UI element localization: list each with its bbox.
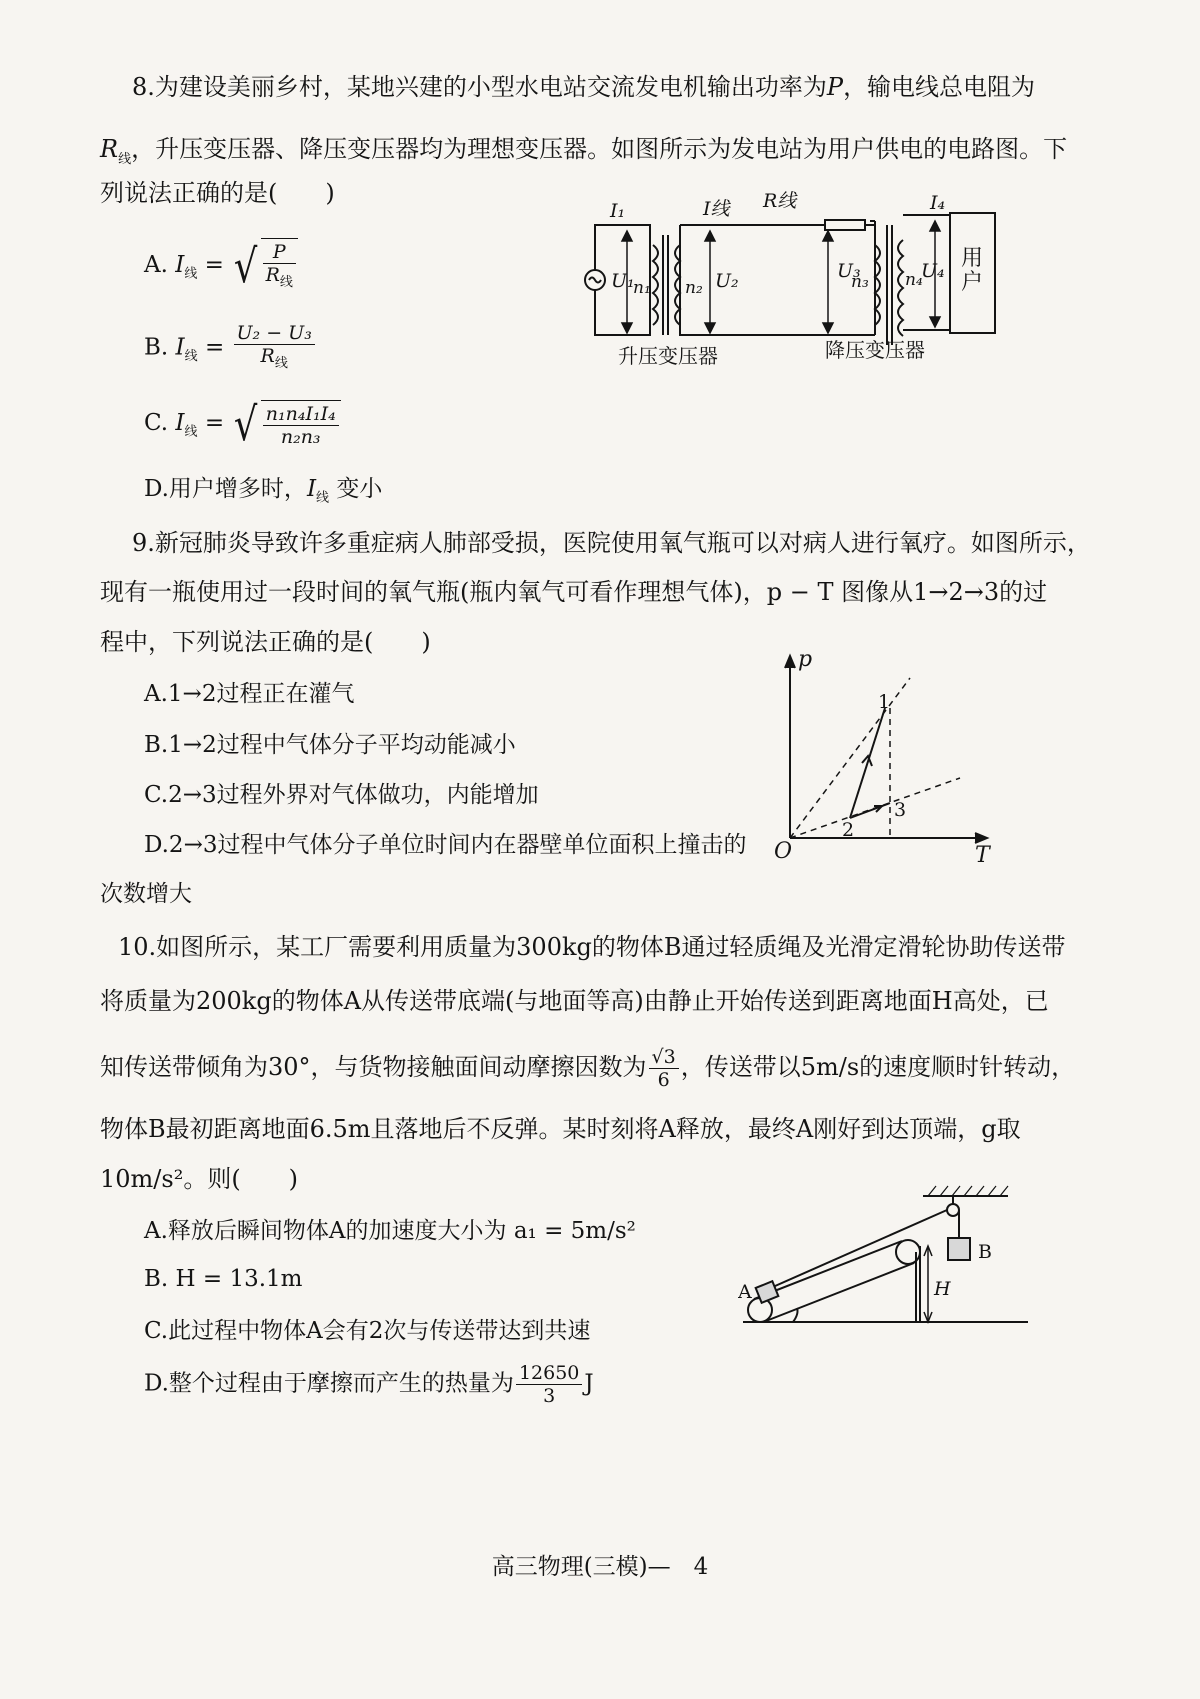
q10-line3: 知传送带倾角为30°，与货物接触面间动摩擦因数为 $\frac{√3}{6}$ ，传送带以5m/s的速度顺时针转动，	[100, 1046, 1076, 1091]
q9-option-c: C.2→3过程外界对气体做功，内能增加	[144, 782, 539, 808]
q10-line1: 10.如图所示，某工厂需要利用质量为300kg的物体B通过轻质绳及光滑定滑轮协助传送带	[118, 933, 1066, 961]
q9-line3: 程中，下列说法正确的是( )	[100, 628, 431, 656]
q8-line1: 8.为建设美丽乡村，某地兴建的小型水电站交流发电机输出功率为P，输电线总电阻为	[132, 73, 1036, 101]
label-Ixian: I线	[703, 198, 730, 220]
label-user-2: 户	[961, 270, 984, 295]
p-T-graph	[770, 648, 1000, 868]
q10-line5: 10m/s²。则( )	[100, 1165, 299, 1193]
conveyor-belt-diagram	[738, 1180, 1038, 1350]
graph-axis-T: T	[975, 843, 990, 868]
graph-point-3: 3	[894, 799, 907, 821]
label-Rxian: R线	[763, 190, 797, 212]
graph-point-1: 1	[878, 691, 891, 713]
q8-option-b: B. $I_线$ = $\frac{\text{U₂ − U₃}}{R_线}$	[144, 322, 317, 375]
q8-line3: 列说法正确的是( )	[100, 179, 335, 207]
q8-option-c: C. $I_线$ = √ $\frac{\text{n₁n₄I₁I₄}}{\text{n₂n₃}}$	[144, 400, 341, 450]
q10-option-a: A.释放后瞬间物体A的加速度大小为 a₁ = 5m/s²	[144, 1218, 636, 1244]
graph-point-2: 2	[842, 819, 855, 841]
q10-option-b: B. H = 13.1m	[144, 1266, 303, 1292]
label-I1: I₁	[610, 200, 626, 222]
label-U4: U₄	[921, 260, 945, 282]
label-n2: n₂	[685, 278, 703, 298]
q9-option-d: D.2→3过程中气体分子单位时间内在器壁单位面积上撞击的	[144, 832, 747, 858]
q10-line2: 将质量为200kg的物体A从传送带底端(与地面等高)由静止开始传送到距离地面H高处，已	[100, 987, 1049, 1015]
q10-option-c: C.此过程中物体A会有2次与传送带达到共速	[144, 1318, 591, 1344]
q8-line2: $R_线$，升压变压器、降压变压器均为理想变压器。如图所示为发电站为用户供电的电路图。下	[100, 135, 1068, 167]
q9-option-b: B.1→2过程中气体分子平均动能减小	[144, 732, 516, 758]
graph-origin-O: O	[774, 839, 793, 864]
q9-line1: 9.新冠肺炎导致许多重症病人肺部受损，医院使用氧气瓶可以对病人进行氧疗。如图所示，	[132, 529, 1091, 557]
label-n3: n₃	[851, 272, 869, 292]
label-U2: U₂	[715, 270, 739, 292]
page-footer: 高三物理(三模)— 4	[491, 1554, 709, 1580]
graph-axis-p: p	[798, 648, 813, 672]
q10-option-d: D.整个过程由于摩擦而产生的热量为 $\frac{12650}{3}$ J	[144, 1362, 594, 1407]
label-U3: U₃	[837, 260, 861, 282]
q9-option-d-cont: 次数增大	[100, 881, 192, 907]
label-block-B: B	[978, 1241, 992, 1263]
label-height-H: H	[934, 1278, 951, 1300]
q9-line2: 现有一瓶使用过一段时间的氧气瓶(瓶内氧气可看作理想气体)，p − T 图像从1→2→3的过	[100, 578, 1048, 606]
power-transmission-circuit-diagram	[575, 185, 1095, 395]
label-n4: n₄	[905, 270, 923, 290]
label-I4: I₄	[930, 192, 946, 214]
q9-option-a: A.1→2过程正在灌气	[144, 681, 355, 707]
label-n1: n₁	[633, 278, 651, 298]
q10-line4: 物体B最初距离地面6.5m且落地后不反弹。某时刻将A释放，最终A刚好到达顶端，g取	[100, 1115, 1021, 1143]
label-step-down-transformer: 降压变压器	[825, 338, 925, 362]
label-step-up-transformer: 升压变压器	[618, 344, 718, 368]
label-user-1: 用	[961, 246, 984, 271]
q8-option-d: D.用户增多时，$I_线$ 变小	[144, 476, 383, 506]
label-block-A: A	[738, 1281, 752, 1303]
q8-option-a: A. $I_线$ = √ $\frac{P}{R_线}$	[144, 238, 298, 294]
label-U1: U₁	[611, 270, 635, 292]
